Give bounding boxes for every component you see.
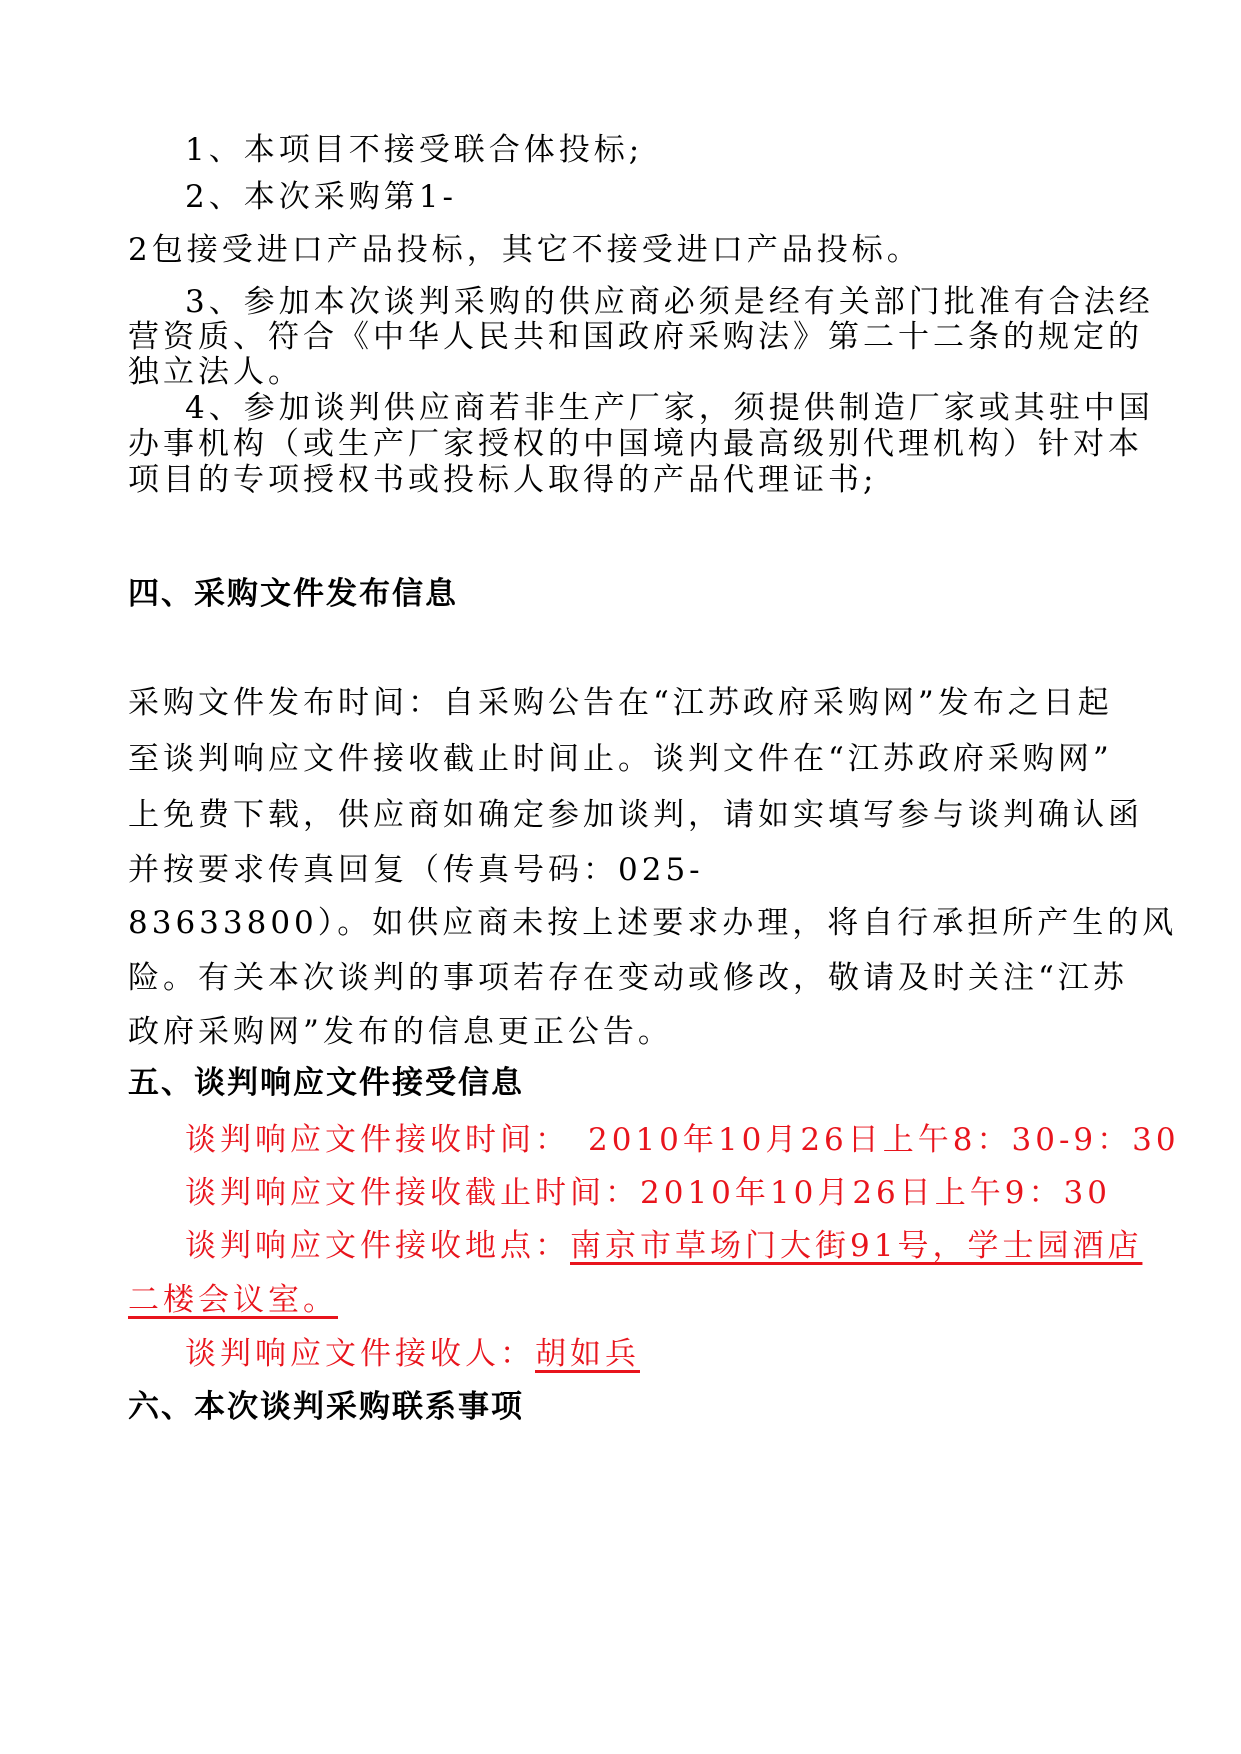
item-2: 2、本次采购第1- bbox=[185, 179, 457, 215]
item-4-cont: 项目的专项授权书或投标人取得的产品代理证书; bbox=[128, 462, 878, 498]
item-3-cont: 营资质、符合《中华人民共和国政府采购法》第二十二条的规定的 bbox=[128, 319, 1143, 355]
item-2-cont: 2包接受进口产品投标，其它不接受进口产品投标。 bbox=[128, 232, 922, 268]
location-value-cont: 二楼会议室。 bbox=[128, 1282, 338, 1318]
location-value: 南京市草场门大街91号，学士园酒店 bbox=[570, 1228, 1143, 1264]
section-5-heading: 五、谈判响应文件接受信息 bbox=[128, 1065, 524, 1101]
item-1: 1、本项目不接受联合体投标; bbox=[185, 132, 644, 168]
receive-location-cont bbox=[128, 1280, 338, 1320]
section-6-heading: 六、本次谈判采购联系事项 bbox=[128, 1389, 524, 1425]
item-4-cont: 办事机构（或生产厂家授权的中国境内最高级别代理机构）针对本 bbox=[128, 426, 1143, 462]
receiver bbox=[185, 1334, 640, 1374]
section-4-line: 至谈判响应文件接收截止时间止。谈判文件在“江苏政府采购网” bbox=[128, 741, 1113, 777]
receive-time-value: 2010年10月26日上午8：30-9：30 bbox=[588, 1122, 1180, 1158]
receiver-label: 谈判响应文件接收人： bbox=[185, 1336, 535, 1372]
item-4: 4、参加谈判供应商若非生产厂家，须提供制造厂家或其驻中国 bbox=[185, 390, 1154, 426]
receive-time-label: 谈判响应文件接收时间： bbox=[185, 1122, 570, 1158]
section-4-line: 采购文件发布时间：自采购公告在“江苏政府采购网”发布之日起 bbox=[128, 685, 1113, 721]
receive-location bbox=[185, 1226, 1142, 1266]
deadline-label: 谈判响应文件接收截止时间： bbox=[185, 1175, 640, 1211]
section-4-line: 政府采购网”发布的信息更正公告。 bbox=[128, 1014, 673, 1050]
section-4-line: 上免费下载，供应商如确定参加谈判，请如实填写参与谈判确认函 bbox=[128, 797, 1143, 833]
item-3-cont: 独立法人。 bbox=[128, 354, 303, 390]
location-label: 谈判响应文件接收地点： bbox=[185, 1228, 570, 1264]
section-4-heading: 四、采购文件发布信息 bbox=[128, 576, 458, 612]
receive-time bbox=[185, 1120, 1180, 1160]
section-4-line: 并按要求传真回复（传真号码：025- bbox=[128, 852, 704, 888]
receive-deadline bbox=[185, 1173, 1111, 1213]
section-4-line: 险。有关本次谈判的事项若存在变动或修改，敬请及时关注“江苏 bbox=[128, 960, 1128, 996]
receiver-value: 胡如兵 bbox=[535, 1336, 640, 1372]
section-4-line: 83633800）。如供应商未按上述要求办理，将自行承担所产生的风 bbox=[128, 905, 1178, 941]
item-3: 3、参加本次谈判采购的供应商必须是经有关部门批准有合法经 bbox=[185, 284, 1154, 320]
deadline-value: 2010年10月26日上午9：30 bbox=[640, 1175, 1111, 1211]
